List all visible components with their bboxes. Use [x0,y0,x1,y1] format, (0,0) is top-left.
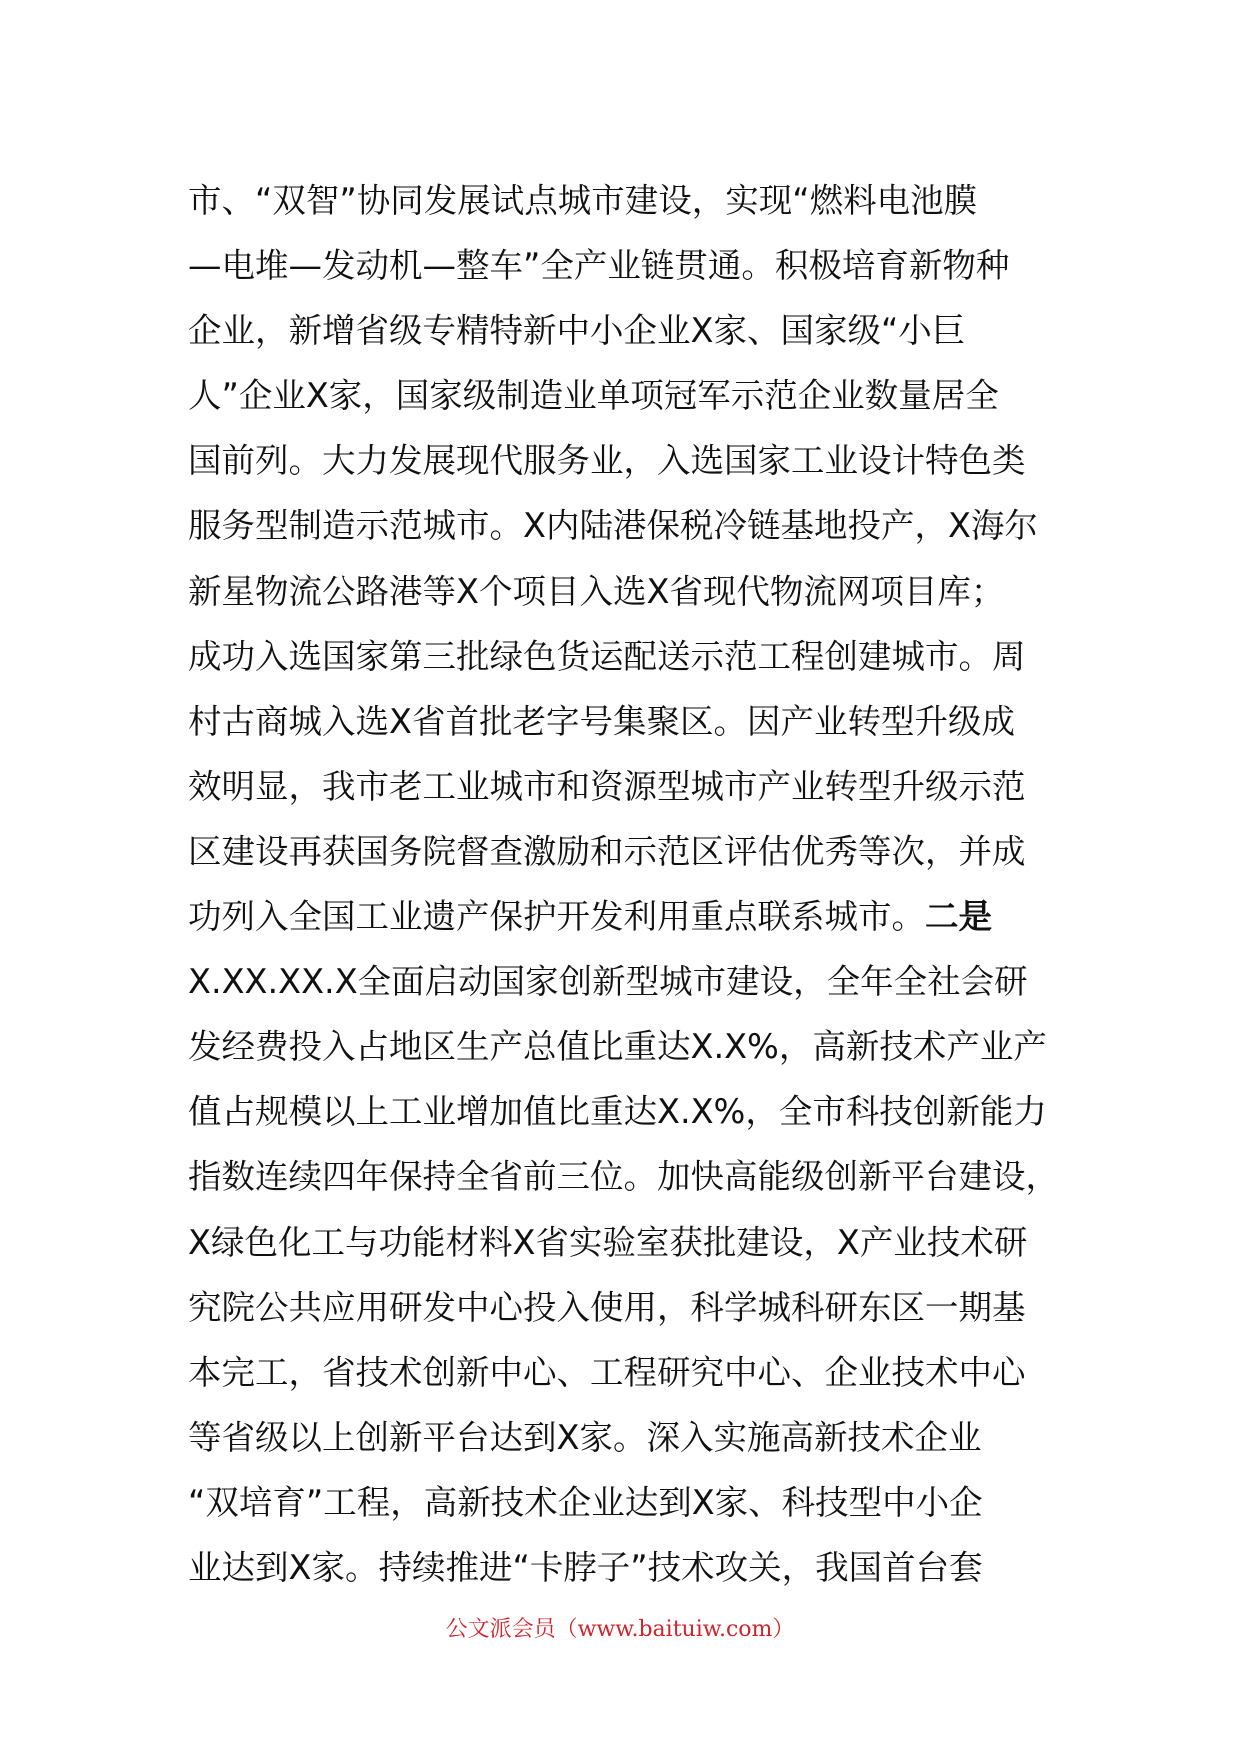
text-line-16: 指数连续四年保持全省前三位。加快高能级创新平台建设， [188,1157,1059,1197]
text-line-7: 新星物流公路港等X个项目入选X省现代物流网项目库； [188,571,1005,611]
text-line-6: 服务型制造示范城市。X内陆港保税冷链基地投产，X海尔 [188,506,1038,546]
text-line-13: X.XX.XX.X全面启动国家创新型城市建设，全年全社会研 [188,962,1028,1002]
text-line-21: “双培育”工程，高新技术企业达到X家、科技型中小企 [188,1482,983,1522]
bold-marker: 二是 [925,897,992,937]
text-line-17: X绿色化工与功能材料X省实验室获批建设，X产业技术研 [188,1222,1028,1262]
text-line-9: 村古商城入选X省首批老字号集聚区。因产业转型升级成 [188,701,1015,741]
text-line-14: 发经费投入占地区生产总值比重达X.X%，高新技术产业产 [188,1027,1047,1067]
text-line-12-content: 功列入全国工业遗产保护开发利用重点联系城市。 [188,897,925,937]
text-line-5: 国前列。大力发展现代服务业，入选国家工业设计特色类 [188,441,1026,481]
text-line-20: 等省级以上创新平台达到X家。深入实施高新技术企业 [188,1417,982,1457]
body-text [188,168,1068,1600]
text-line-11: 区建设再获国务院督查激励和示范区评估优秀等次，并成 [188,831,1026,871]
text-line-10: 效明显，我市老工业城市和资源型城市产业转型升级示范 [188,766,1026,806]
text-line-4: 人”企业X家，国家级制造业单项冠军示范企业数量居全 [188,376,999,416]
text-line-18: 究院公共应用研发中心投入使用，科学城科研东区一期基 [188,1287,1026,1327]
text-line-3: 企业，新增省级专精特新中小企业X家、国家级“小巨 [188,311,966,351]
text-line-1: 市、“双智”协同发展试点城市建设，实现“燃料电池膜 [188,181,978,220]
text-line-2: —电堆—发动机—整车”全产业链贯通。积极培育新物种 [188,246,1010,286]
text-line-12 [188,884,1068,949]
text-line-15: 值占规模以上工业增加值比重达X.X%，全市科技创新能力 [188,1092,1047,1132]
text-line-19: 本完工，省技术创新中心、工程研究中心、企业技术中心 [188,1352,1026,1392]
text-line-22: 业达到X家。持续推进“卡脖子”技术攻关，我国首台套 [188,1547,983,1587]
text-line-8: 成功入选国家第三批绿色货运配送示范工程创建城市。周 [188,636,1026,676]
footer-watermark: 公文派会员（www.baituiw.com） [445,1617,795,1642]
